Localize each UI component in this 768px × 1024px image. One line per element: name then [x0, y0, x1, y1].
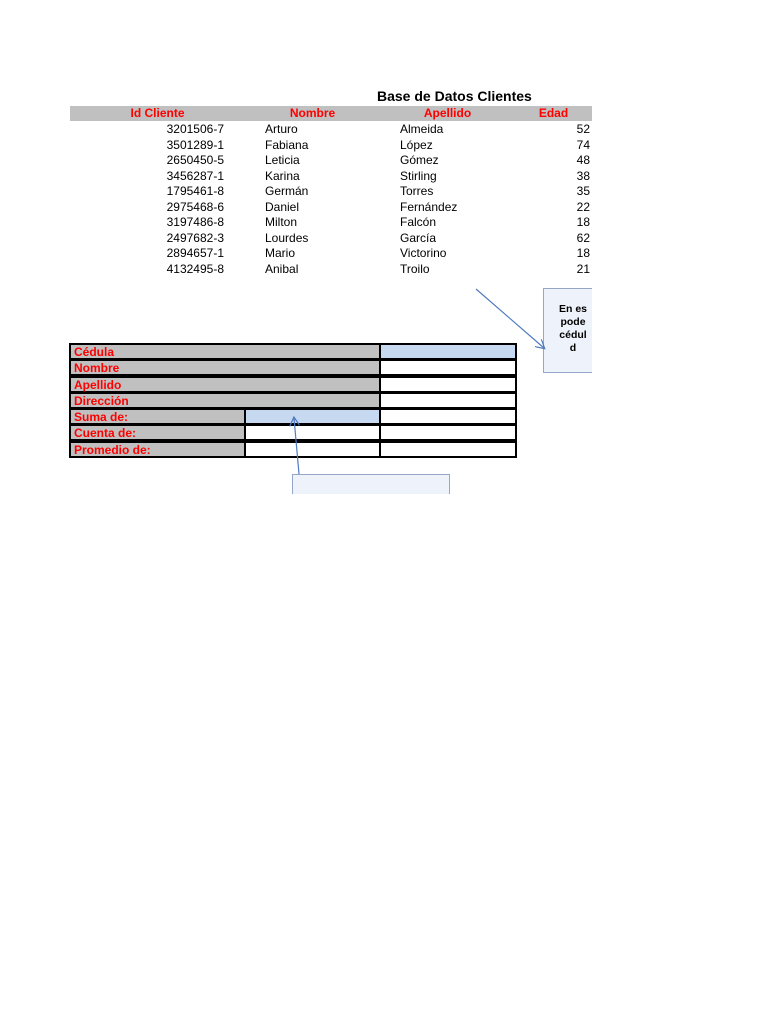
header-edad[interactable]: Edad	[538, 106, 569, 120]
nombre-label: Nombre	[74, 361, 120, 376]
cedula-label: Cédula	[74, 345, 115, 359]
cell-apellido[interactable]: López	[400, 137, 433, 152]
promedio-label: Promedio de:	[74, 442, 151, 457]
arrow-to-cedula-icon	[476, 289, 544, 348]
cell-id-cliente[interactable]: 3456287-1	[166, 168, 224, 183]
callout-line: cédul	[559, 329, 587, 341]
cell-apellido[interactable]: Victorino	[400, 246, 447, 260]
cell-edad[interactable]: 48	[576, 153, 590, 167]
cuenta-label: Cuenta de:	[74, 426, 137, 441]
cell-nombre[interactable]: Fabiana	[265, 137, 309, 152]
cell-nombre[interactable]: Lourdes	[265, 230, 309, 245]
cell-nombre[interactable]: Daniel	[265, 199, 300, 214]
sheet-title: Base de Datos Clientes	[377, 88, 532, 104]
cell-id-cliente[interactable]: 3197486-8	[166, 215, 224, 229]
cell-nombre[interactable]: Mario	[265, 246, 296, 260]
cell-id-cliente[interactable]: 3201506-7	[166, 122, 224, 136]
cell-apellido[interactable]: García	[400, 230, 437, 245]
header-id-cliente[interactable]: Id Cliente	[130, 106, 185, 120]
cell-edad[interactable]: 62	[576, 230, 590, 245]
cell-edad[interactable]: 52	[576, 122, 590, 136]
cell-apellido[interactable]: Gómez	[400, 153, 439, 167]
callout-line: d	[569, 342, 577, 354]
suma-label: Suma de:	[74, 410, 129, 425]
cell-nombre[interactable]: Arturo	[265, 122, 298, 136]
apellido-label: Apellido	[74, 377, 122, 392]
cell-edad[interactable]: 35	[576, 184, 590, 198]
cell-nombre[interactable]: Karina	[265, 168, 300, 183]
cell-edad[interactable]: 21	[576, 261, 590, 276]
cell-apellido[interactable]: Fernández	[400, 199, 458, 214]
cell-apellido[interactable]: Torres	[400, 184, 434, 198]
cell-edad[interactable]: 74	[576, 137, 590, 152]
cell-nombre[interactable]: Germán	[265, 184, 309, 198]
header-nombre[interactable]: Nombre	[289, 106, 336, 120]
cell-id-cliente[interactable]: 2894657-1	[166, 246, 224, 260]
arrow-to-suma-icon	[294, 418, 299, 474]
cell-id-cliente[interactable]: 2497682-3	[166, 230, 224, 245]
callout-line: pode	[560, 316, 586, 328]
cell-edad[interactable]: 18	[576, 246, 590, 260]
cell-apellido[interactable]: Troilo	[400, 261, 430, 276]
callout-line: En es	[558, 303, 587, 315]
cell-id-cliente[interactable]: 1795461-8	[166, 184, 224, 198]
cell-edad[interactable]: 22	[576, 199, 590, 214]
cell-id-cliente[interactable]: 3501289-1	[166, 137, 224, 152]
cell-nombre[interactable]: Milton	[265, 215, 298, 229]
cell-id-cliente[interactable]: 4132495-8	[166, 261, 224, 276]
header-apellido[interactable]: Apellido	[423, 106, 472, 120]
cell-apellido[interactable]: Stirling	[400, 168, 437, 183]
cell-apellido[interactable]: Falcón	[400, 215, 437, 229]
cell-nombre[interactable]: Anibal	[265, 261, 299, 276]
cell-id-cliente[interactable]: 2650450-5	[166, 153, 224, 167]
direccion-label: Dirección	[74, 393, 129, 408]
cell-apellido[interactable]: Almeida	[400, 122, 444, 136]
cell-edad[interactable]: 18	[576, 215, 590, 229]
cell-nombre[interactable]: Leticia	[265, 153, 300, 167]
cell-id-cliente[interactable]: 2975468-6	[166, 199, 224, 214]
cell-edad[interactable]: 38	[576, 168, 590, 183]
